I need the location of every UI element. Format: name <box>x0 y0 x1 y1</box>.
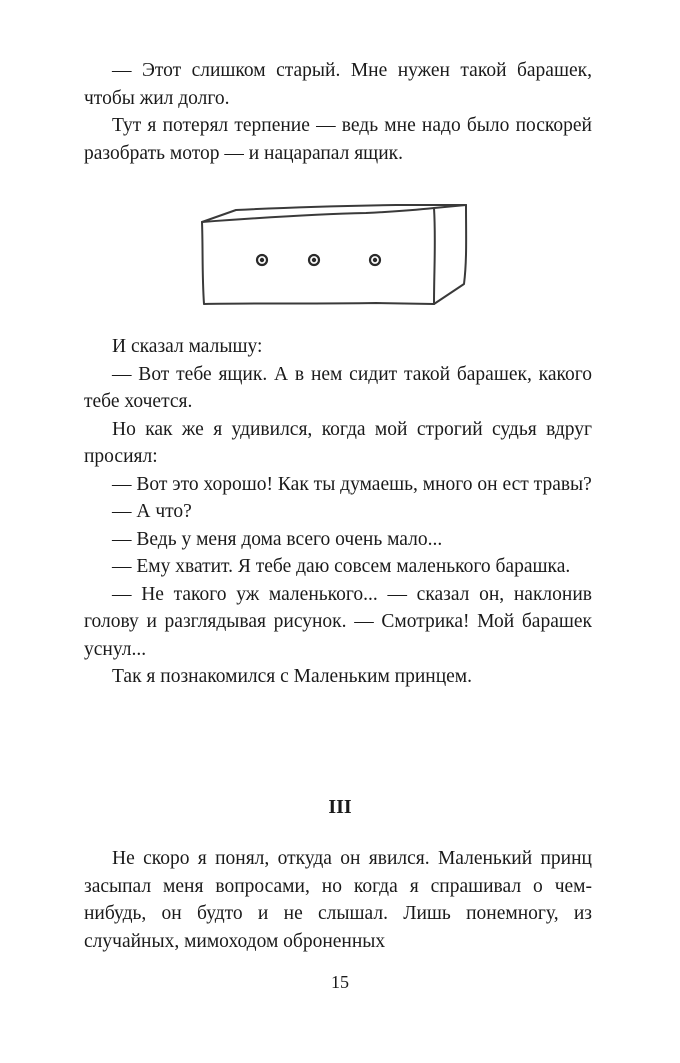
paragraph: И сказал малышу: <box>112 336 263 357</box>
box-air-holes <box>257 255 380 265</box>
text-block-bottom <box>84 845 592 955</box>
paragraph: — Вот тебе ящик. А в нем сидит такой барашек, какого тебе хочется. <box>84 363 592 412</box>
text-block-middle <box>84 333 592 691</box>
paragraph: Тут я потерял терпение — ведь мне надо было поскорей разобрать мотор — и нацарапал ящик. <box>84 115 592 164</box>
paragraph: Но как же я удивился, когда мой строгий судья вдруг просиял: <box>84 418 592 467</box>
page-number: 15 <box>331 972 349 992</box>
text-block-top <box>84 57 592 167</box>
paragraph: Не скоро я понял, откуда он явился. Маленький принц засыпал меня вопросами, но когда я спрашивал о чем-нибудь, он будто и не слышал. Лишь понемногу, из случайных, мимоходом оброненных <box>84 848 592 952</box>
paragraph: — Ведь у меня дома всего очень мало... <box>112 528 443 550</box>
paragraph: — Вот это хорошо! Как ты думаешь, много он ест травы? <box>112 473 592 495</box>
paragraph: — А что? <box>112 501 192 522</box>
paragraph: — Не такого уж маленького... — сказал он, наклонив голову и разглядывая рисунок. — Смотрика! Мой барашек уснул... <box>84 583 592 660</box>
chapter-heading: III <box>328 796 352 818</box>
box-drawing <box>196 200 470 312</box>
paragraph: Так я познакомился с Маленьким принцем. <box>112 666 473 687</box>
paragraph: — Ему хватит. Я тебе даю совсем маленького барашка. <box>112 556 571 577</box>
paragraph: — Этот слишком старый. Мне нужен такой барашек, чтобы жил долго. <box>84 60 592 109</box>
